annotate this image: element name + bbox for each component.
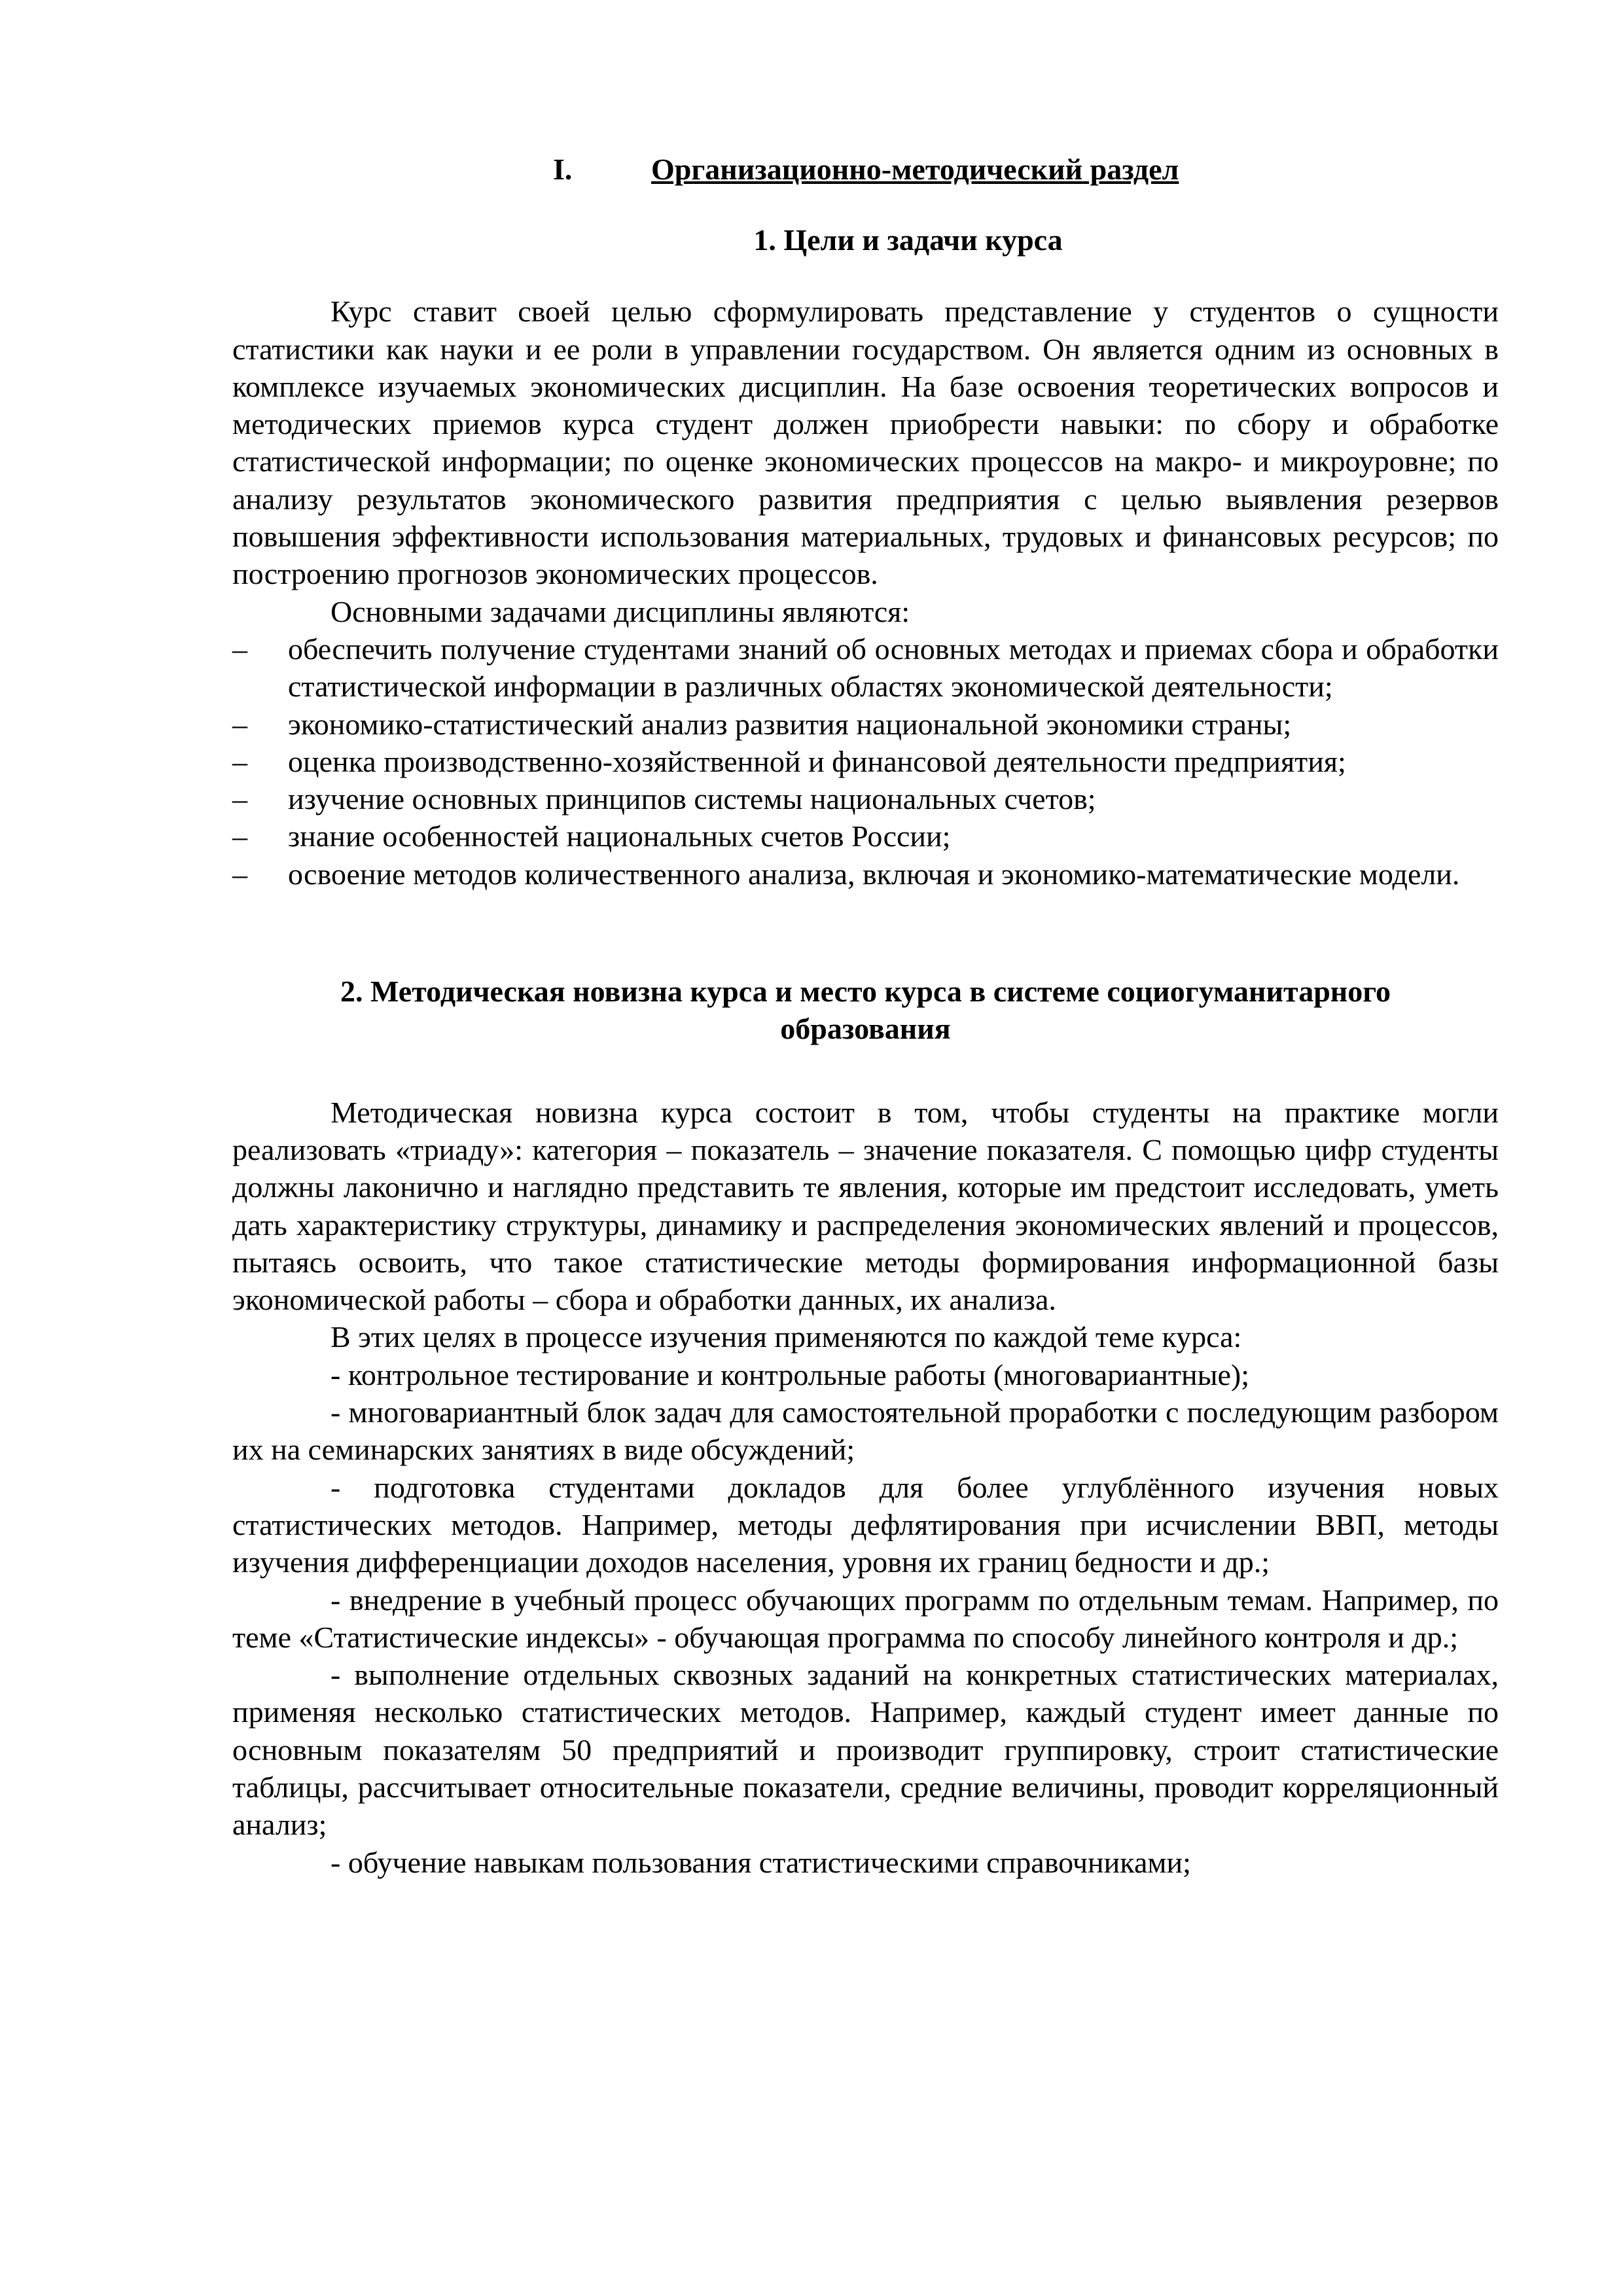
section2-heading <box>232 973 1499 1048</box>
list-item <box>232 706 1499 743</box>
method-item: - многовариантный блок задач для самостоятельной проработки с последующим разбором их на семинарских занятиях в виде обсуждений; <box>232 1395 1499 1467</box>
method-item: - подготовка студентами докладов для более углублённого изучения новых статистических методов. Например, методы дефлятирования при исчислении ВВП, методы изучения дифференциации доходов населения, уровня их границ бедности и др.; <box>232 1470 1499 1579</box>
section2-paragraph: Методическая новизна курса состоит в том, чтобы студенты на практике могли реализовать «триаду»: категория – показатель – значение показателя. С помощью цифр студенты должны лаконично и наглядно представить те явления, которые им предстоит исследовать, уметь дать характеристику структуры, динамику и распределения экономических явлений и процессов, пытаясь освоить, что такое статистические методы формирования информационной базы экономической работы – сбора и обработки данных, их анализа. <box>232 1095 1499 1317</box>
tasks-intro: Основными задачами дисциплины являются: <box>330 594 910 628</box>
dash-mark: – <box>232 632 247 666</box>
task-text: освоение методов количественного анализа, включая и экономико-математические модели. <box>288 857 1460 891</box>
task-text: изучение основных принципов системы национальных счетов; <box>288 782 1096 816</box>
part-heading <box>232 151 1499 190</box>
part-title: Организационно-методический раздел <box>651 152 1179 186</box>
document-page <box>232 151 1499 1881</box>
tasks-list <box>232 630 1499 893</box>
list-item <box>232 780 1499 817</box>
method-item: - внедрение в учебный процесс обучающих программ по отдельным темам. Например, по теме «Статистические индексы» - обучающая программа по способу линейного контроля и др.; <box>232 1583 1499 1654</box>
task-text: экономико-статистический анализ развития национальной экономики страны; <box>288 707 1292 741</box>
dash-mark: – <box>232 857 247 891</box>
dash-mark: – <box>232 782 247 816</box>
dash-mark: – <box>232 819 247 853</box>
methods-intro: В этих целях в процессе изучения применяются по каждой теме курса: <box>330 1320 1242 1354</box>
task-text: оценка производственно-хозяйственной и финансовой деятельности предприятия; <box>288 744 1346 778</box>
method-item: - выполнение отдельных сквозных заданий на конкретных статистических материалах, применяя несколько статистических методов. Например, каждый студент имеет данные по основным показателям 50 предприятий и производит группировку, строит статистические таблицы, рассчитывает относительные показатели, средние величины, проводит корреляционный анализ; <box>232 1658 1499 1842</box>
section2-heading-line2: образования <box>780 1012 951 1046</box>
task-text: знание особенностей национальных счетов России; <box>288 819 951 853</box>
list-item <box>232 743 1499 780</box>
dash-mark: – <box>232 707 247 741</box>
section1-paragraph: Курс ставит своей целью сформулировать представление у студентов о сущности статистики как науки и ее роли в управлении государством. Он является одним из основных в комплексе изучаемых экономических дисциплин. На базе освоения теоретических вопросов и методических приемов курса студент должен приобрести навыки: по сбору и обработке статистической информации; по оценке экономических процессов на макро- и микроуровне; по анализу результатов экономического развития предприятия с целью выявления резервов повышения эффективности использования материальных, трудовых и финансовых ресурсов; по построению прогнозов экономических процессов. <box>232 295 1499 591</box>
list-item <box>232 855 1499 893</box>
section2-heading-line1: 2. Методическая новизна курса и место курса в системе социогуманитарного <box>340 975 1391 1009</box>
method-item: - обучение навыкам пользования статистическими справочниками; <box>330 1845 1191 1879</box>
task-text: обеспечить получение студентами знаний об основных методах и приемах сбора и обработки статистической информации в различных областях экономической деятельности; <box>288 632 1499 704</box>
list-item <box>232 630 1499 706</box>
section1-heading: 1. Цели и задачи курса <box>753 223 1063 257</box>
part-number: I. <box>553 152 573 186</box>
dash-mark: – <box>232 744 247 778</box>
method-item: - контрольное тестирование и контрольные работы (многовариантные); <box>330 1357 1250 1391</box>
list-item <box>232 817 1499 855</box>
